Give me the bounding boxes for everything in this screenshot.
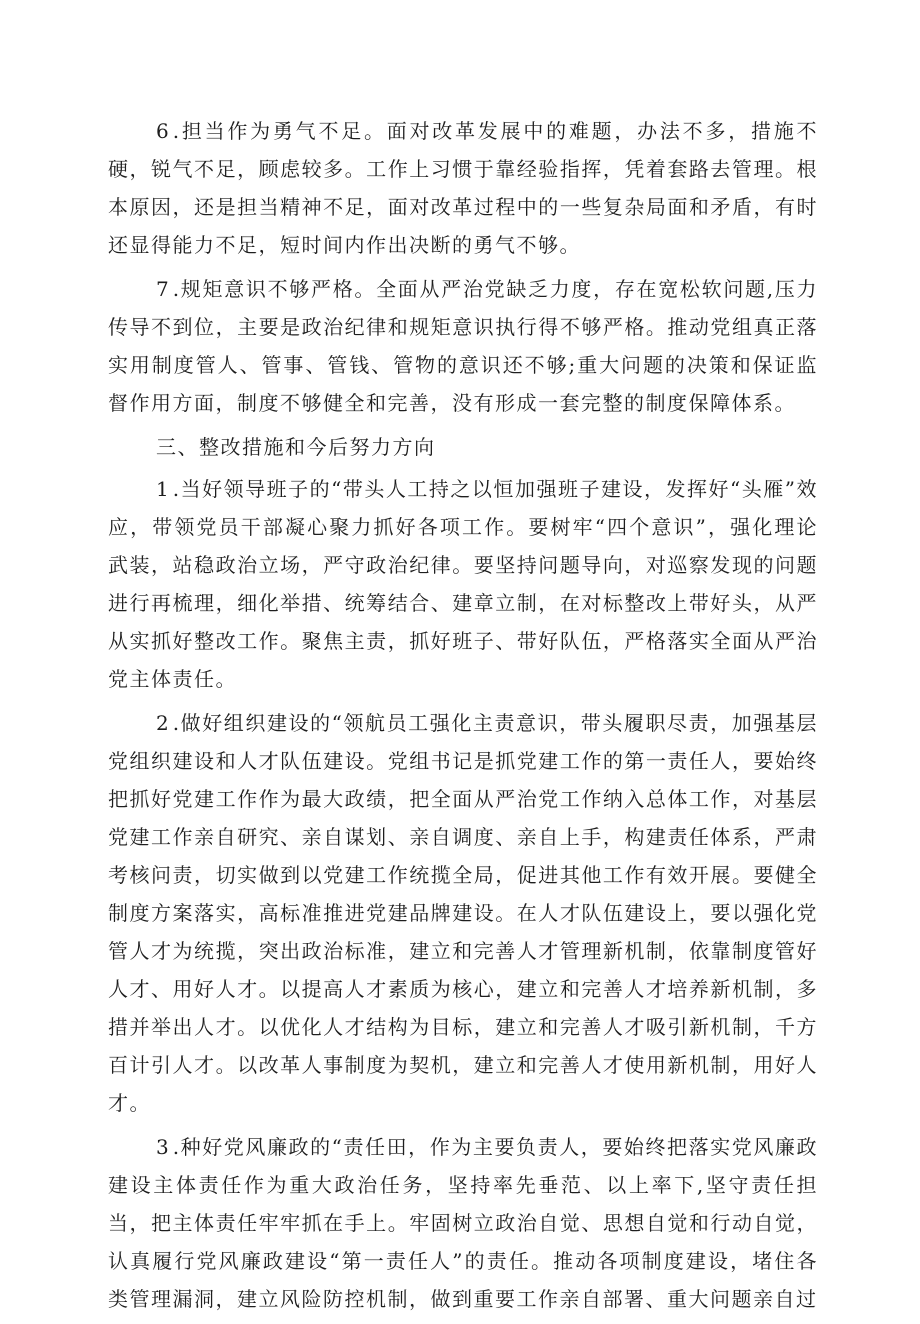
paragraph-text: .种好党风廉政的“责任田，作为主要负责人，要始终把落实党风廉政建设主体责任作为重大政治任务，坚持率先垂范、以上率下,坚守责任担当，把主体责任牢牢抓在手上。牢固树立政治自觉、思想自觉和行动自觉，认真履行党风廉政建设“第一责任人”的责任。推动各项制度建设，堵住各类管理漏洞，建立风险防控机制，做到重要工作亲自部署、重大问题亲自过 bbox=[108, 1135, 818, 1311]
section-heading-text: 三、整改措施和今后努力方向 bbox=[156, 435, 436, 459]
paragraph-item-6 bbox=[108, 112, 818, 264]
paragraph-item-2 bbox=[108, 704, 818, 1122]
item-number: 1 bbox=[156, 477, 173, 501]
section-heading bbox=[108, 428, 818, 466]
paragraph-item-7 bbox=[108, 270, 818, 422]
paragraph-text: .当好领导班子的“带头人工持之以恒加强班子建设，发挥好“头雁”效应，带领党员干部凝心聚力抓好各项工作。要树牢“四个意识”，强化理论武装，站稳政治立场，严守政治纪律。要坚持问题导向，对巡察发现的问题进行再梳理，细化举措、统筹结合、建章立制，在对标整改上带好头，从严从实抓好整改工作。聚焦主责，抓好班子、带好队伍，严格落实全面从严治党主体责任。 bbox=[108, 477, 818, 691]
paragraph-text: .规矩意识不够严格。全面从严治党缺乏力度，存在宽松软问题,压力传导不到位，主要是政治纪律和规矩意识执行得不够严格。推动党组真正落实用制度管人、管事、管钱、管物的意识还不够;重大问题的决策和保证监督作用方面，制度不够健全和完善，没有形成一套完整的制度保障体系。 bbox=[108, 277, 818, 415]
item-number: 7 bbox=[156, 277, 173, 301]
paragraph-item-1 bbox=[108, 470, 818, 698]
paragraph-text: .担当作为勇气不足。面对改革发展中的难题，办法不多，措施不硬，锐气不足，顾虑较多。工作上习惯于靠经验指挥，凭着套路去管理。根本原因，还是担当精神不足，面对改革过程中的一些复杂局面和矛盾，有时还显得能力不足，短时间内作出决断的勇气不够。 bbox=[108, 119, 818, 257]
paragraph-item-3 bbox=[108, 1128, 818, 1318]
item-number: 2 bbox=[156, 711, 173, 735]
document-body bbox=[108, 112, 818, 1324]
item-number: 3 bbox=[156, 1135, 173, 1159]
paragraph-text: .做好组织建设的“领航员工强化主责意识，带头履职尽责，加强基层党组织建设和人才队伍建设。党组书记是抓党建工作的第一责任人，要始终把抓好党建工作作为最大政绩，把全面从严治党工作纳入总体工作，对基层党建工作亲自研究、亲自谋划、亲自调度、亲自上手，构建责任体系，严肃考核问责，切实做到以党建工作统揽全局，促进其他工作有效开展。要健全制度方案落实，高标准推进党建品牌建设。在人才队伍建设上，要以强化党管人才为统揽，突出政治标准，建立和完善人才管理新机制，依靠制度管好人才、用好人才。以提高人才素质为核心，建立和完善人才培养新机制，多措并举出人才。以优化人才结构为目标，建立和完善人才吸引新机制，千方百计引人才。以改革人事制度为契机，建立和完善人才使用新机制，用好人才。 bbox=[108, 711, 818, 1115]
item-number: 6 bbox=[156, 119, 173, 143]
